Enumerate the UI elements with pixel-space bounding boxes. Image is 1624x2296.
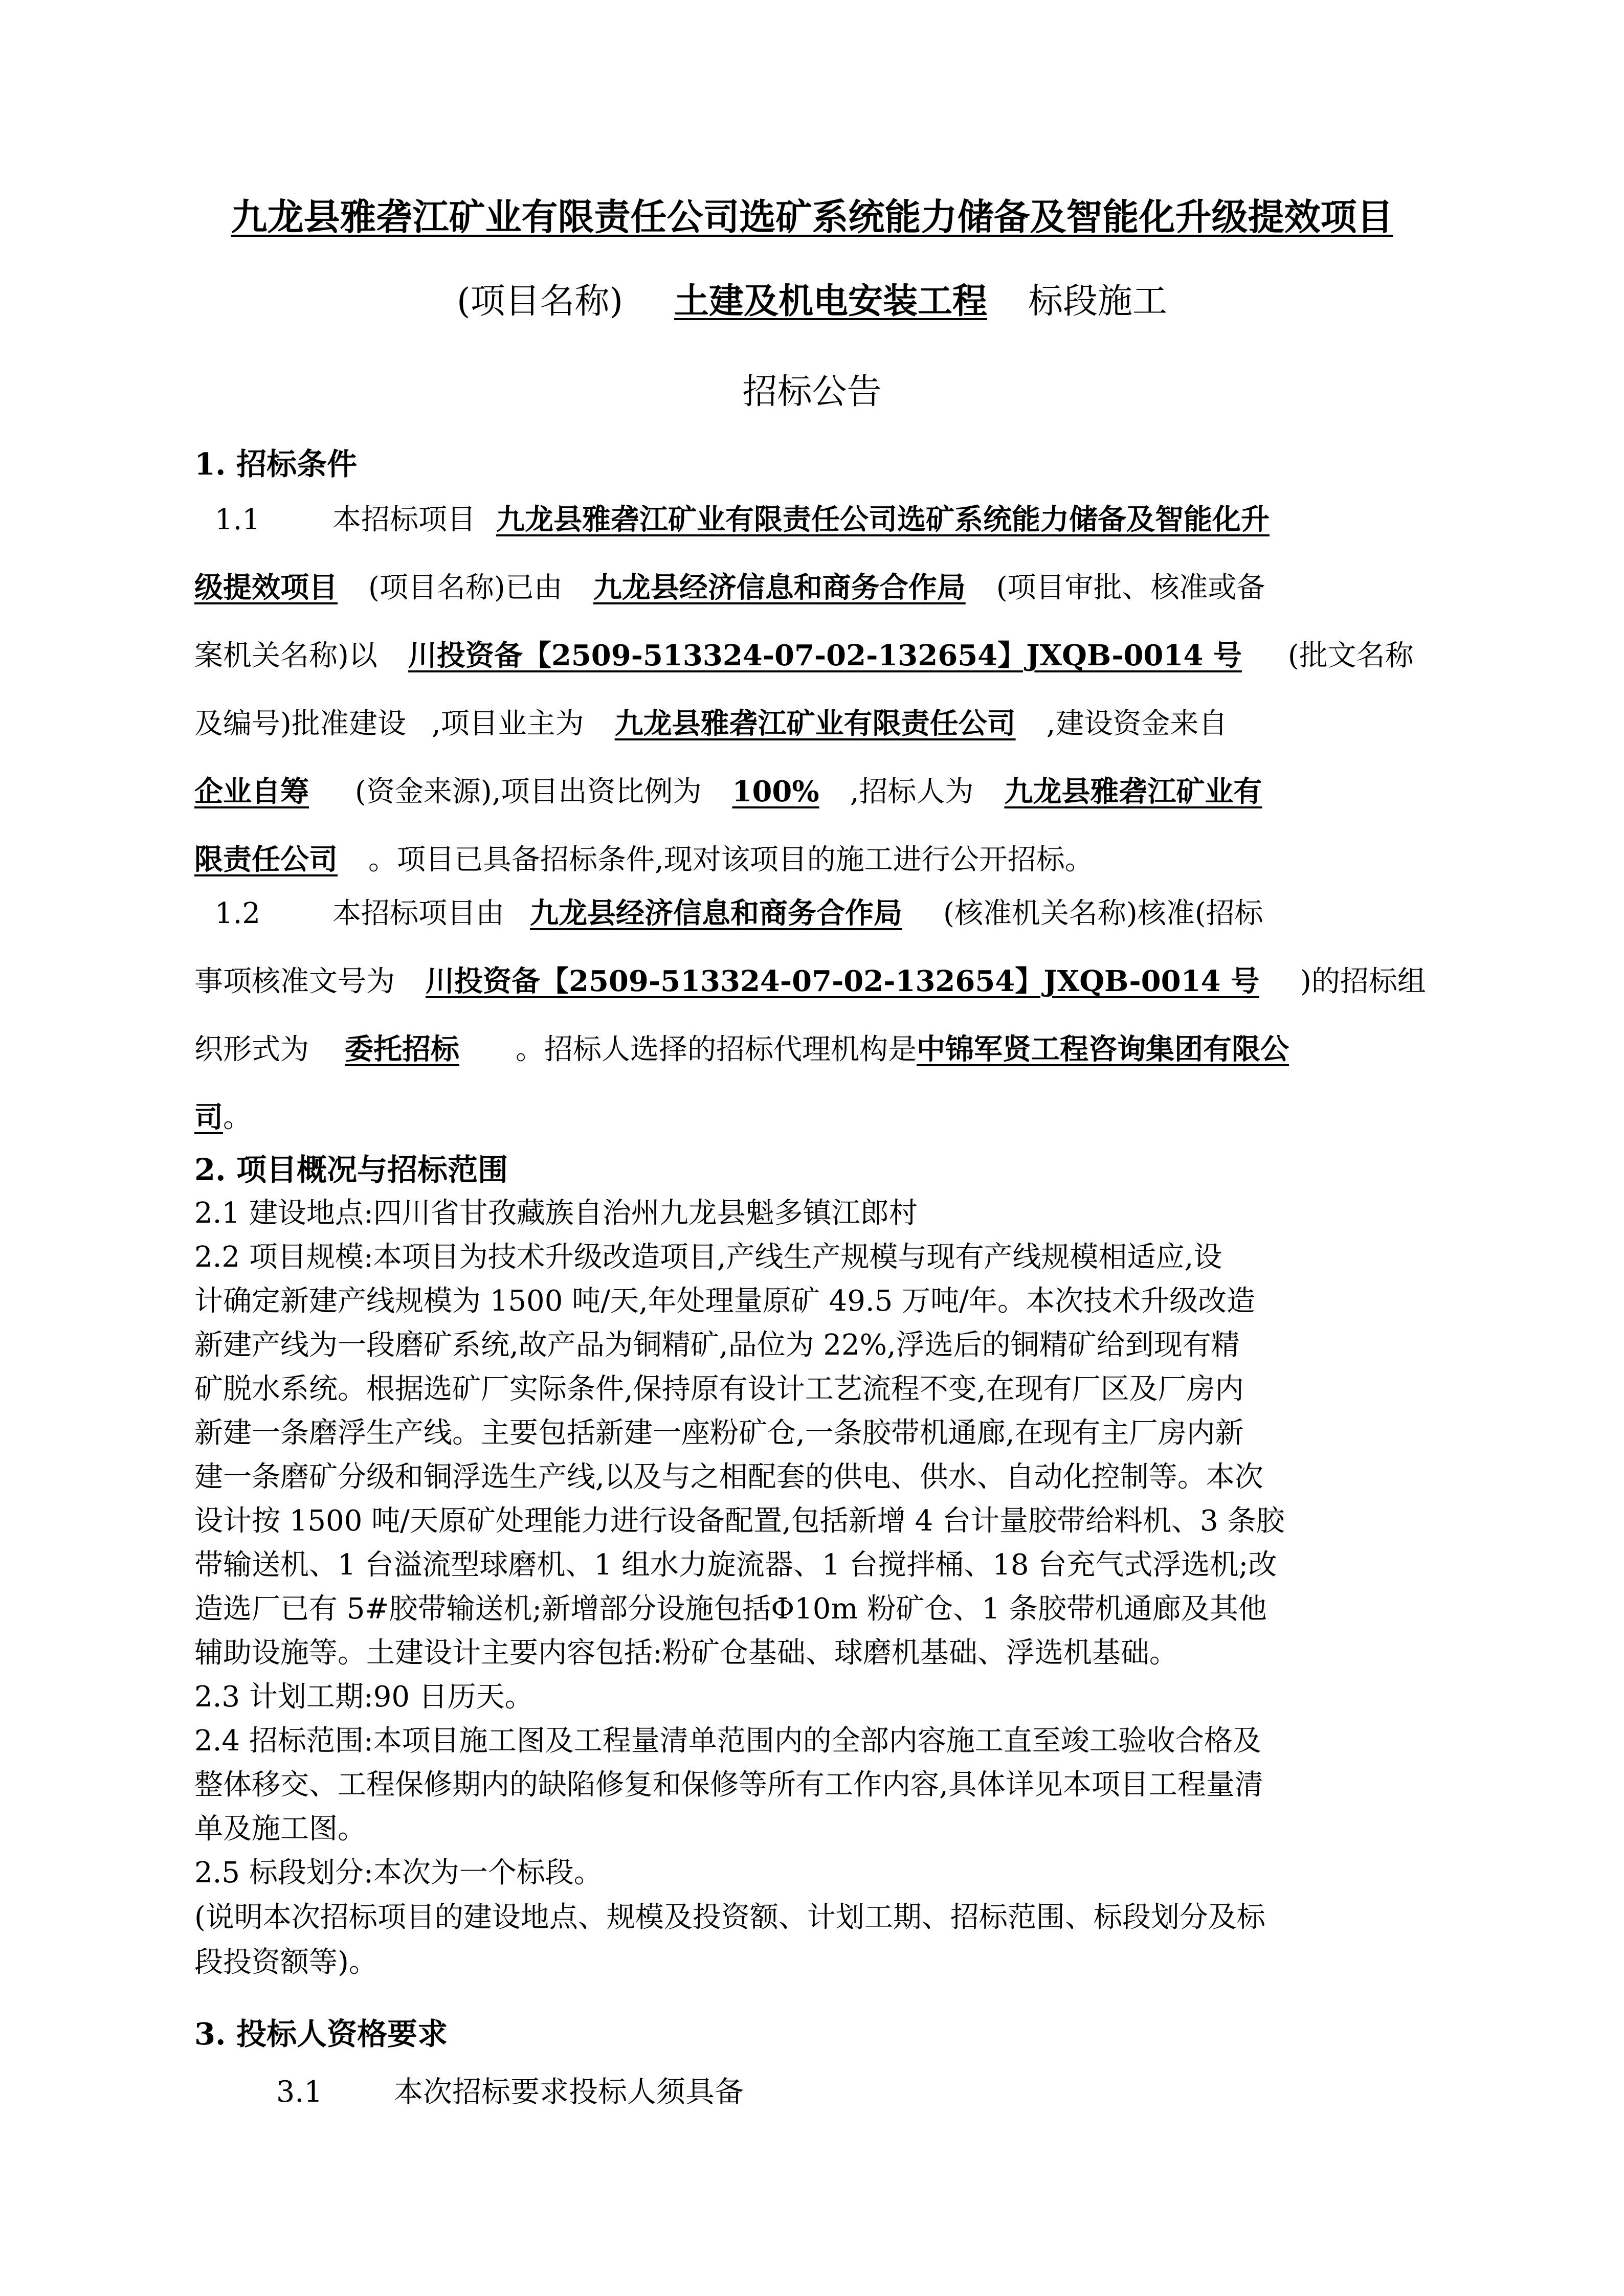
- body-line: 2.1 建设地点:四川省甘孜藏族自治州九龙县魁多镇江郎村: [194, 1197, 918, 1230]
- tender-form: 委托招标: [345, 1032, 459, 1066]
- lot-name: 土建及机电安装工程: [674, 281, 988, 322]
- text: ,建设资金来自: [1046, 707, 1228, 740]
- body-line: 建一条磨矿分级和铜浮选生产线,以及与之相配套的供电、供水、自动化控制等。本次: [194, 1460, 1263, 1494]
- subtitle-suffix: 标段施工: [1028, 281, 1168, 322]
- document-subtitle: [0, 274, 1624, 323]
- text: 本招标项目: [332, 503, 476, 536]
- text: ,招标人为: [850, 775, 974, 808]
- fund-ratio: 100%: [732, 775, 819, 808]
- text: (项目审批、核准或备: [996, 571, 1265, 604]
- body-line: 带输送机、1 台溢流型球磨机、1 组水力旋流器、1 台搅拌桶、18 台充气式浮选机;改: [194, 1548, 1277, 1582]
- document-title: 九龙县雅砻江矿业有限责任公司选矿系统能力储备及智能化升级提效项目: [231, 195, 1393, 238]
- subtitle-prefix: (项目名称): [456, 281, 624, 322]
- clause-number: 1.2: [215, 897, 261, 930]
- body-line: 2.2 项目规模:本项目为技术升级改造项目,产线生产规模与现有产线规模相适应,设: [194, 1241, 1222, 1274]
- project-name-cont: 级提效项目: [194, 571, 338, 604]
- text: 案机关名称)以: [194, 639, 377, 672]
- text: 织形式为: [194, 1033, 309, 1066]
- approver-name: 九龙县经济信息和商务合作局: [530, 896, 902, 930]
- paragraph-1-1: [194, 486, 1435, 894]
- approval-doc-number: 川投资备【2509-513324-07-02-132654】JXQB-0014 号: [426, 964, 1259, 998]
- project-name: 九龙县雅砻江矿业有限责任公司选矿系统能力储备及智能化升: [496, 503, 1270, 536]
- clause-number: 1.1: [215, 503, 261, 536]
- section-3-heading: 3. 投标人资格要求: [194, 2016, 448, 2052]
- body-line: (说明本次招标项目的建设地点、规模及投资额、计划工期、招标范围、标段划分及标: [194, 1901, 1265, 1934]
- clause-number: 3.1: [276, 2075, 323, 2109]
- body-line: 段投资额等)。: [194, 1946, 377, 1979]
- text: 本招标项目由: [332, 897, 504, 930]
- fund-source: 企业自筹: [194, 775, 309, 808]
- text: (批文名称: [1287, 639, 1414, 672]
- tenderer-name-cont: 限责任公司: [194, 843, 338, 876]
- body-line: 矿脱水系统。根据选矿厂实际条件,保持原有设计工艺流程不变,在现有厂区及厂房内: [194, 1372, 1244, 1406]
- text: (核准机关名称)核准(招标: [943, 897, 1263, 930]
- paragraph-3-1: [194, 2068, 1435, 2110]
- notice-title: 招标公告: [742, 372, 882, 412]
- text: )的招标组: [1300, 965, 1426, 998]
- text: 。项目已具备招标条件,现对该项目的施工进行公开招标。: [368, 843, 1094, 876]
- body-line: 2.3 计划工期:90 日历天。: [194, 1680, 533, 1714]
- body-line: 设计按 1500 吨/天原矿处理能力进行设备配置,包括新增 4 台计量胶带给料机、3 条胶: [194, 1504, 1285, 1538]
- body-line: 造选厂已有 5#胶带输送机;新增部分设施包括Φ10m 粉矿仓、1 条胶带机通廊及其他: [194, 1592, 1267, 1626]
- section-1-heading: 1. 招标条件: [194, 446, 358, 482]
- owner-name: 九龙县雅砻江矿业有限责任公司: [614, 707, 1016, 740]
- body-line: 2.4 招标范围:本项目施工图及工程量清单范围内的全部内容施工直至竣工验收合格及: [194, 1724, 1261, 1758]
- text: 本次招标要求投标人须具备: [394, 2075, 744, 2109]
- body-line: 整体移交、工程保修期内的缺陷修复和保修等所有工作内容,具体详见本项目工程量清: [194, 1768, 1263, 1802]
- text: 及编号)批准建设: [194, 707, 406, 740]
- text: ,项目业主为: [431, 707, 584, 740]
- body-line: 2.5 标段划分:本次为一个标段。: [194, 1856, 603, 1889]
- text: (资金来源),项目出资比例为: [355, 775, 702, 808]
- approver-name: 九龙县经济信息和商务合作局: [593, 571, 966, 604]
- tenderer-name: 九龙县雅砻江矿业有: [1004, 775, 1262, 808]
- paragraph-1-2: [194, 880, 1435, 1152]
- body-line: 新建一条磨浮生产线。主要包括新建一座粉矿仓,一条胶带机通廊,在现有主厂房内新: [194, 1416, 1244, 1450]
- agent-name-cont: 司: [194, 1100, 223, 1134]
- section-2-body: [194, 1191, 1435, 1985]
- approval-doc-number: 川投资备【2509-513324-07-02-132654】JXQB-0014 号: [408, 639, 1242, 672]
- agent-name: 中锦军贤工程咨询集团有限公: [917, 1032, 1289, 1066]
- body-line: 辅助设施等。土建设计主要内容包括:粉矿仓基础、球磨机基础、浮选机基础。: [194, 1636, 1178, 1670]
- body-line: 单及施工图。: [194, 1812, 366, 1845]
- body-line: 新建产线为一段磨矿系统,故产品为铜精矿,品位为 22%,浮选后的铜精矿给到现有精: [194, 1329, 1240, 1362]
- text: 事项核准文号为: [194, 965, 395, 998]
- text: 。: [223, 1101, 252, 1134]
- text: (项目名称)已由: [368, 571, 563, 604]
- section-2-heading: 2. 项目概况与招标范围: [194, 1152, 508, 1187]
- text: 。招标人选择的招标代理机构是: [516, 1033, 917, 1066]
- body-line: 计确定新建产线规模为 1500 吨/天,年处理量原矿 49.5 万吨/年。本次技术升级改造: [194, 1285, 1255, 1318]
